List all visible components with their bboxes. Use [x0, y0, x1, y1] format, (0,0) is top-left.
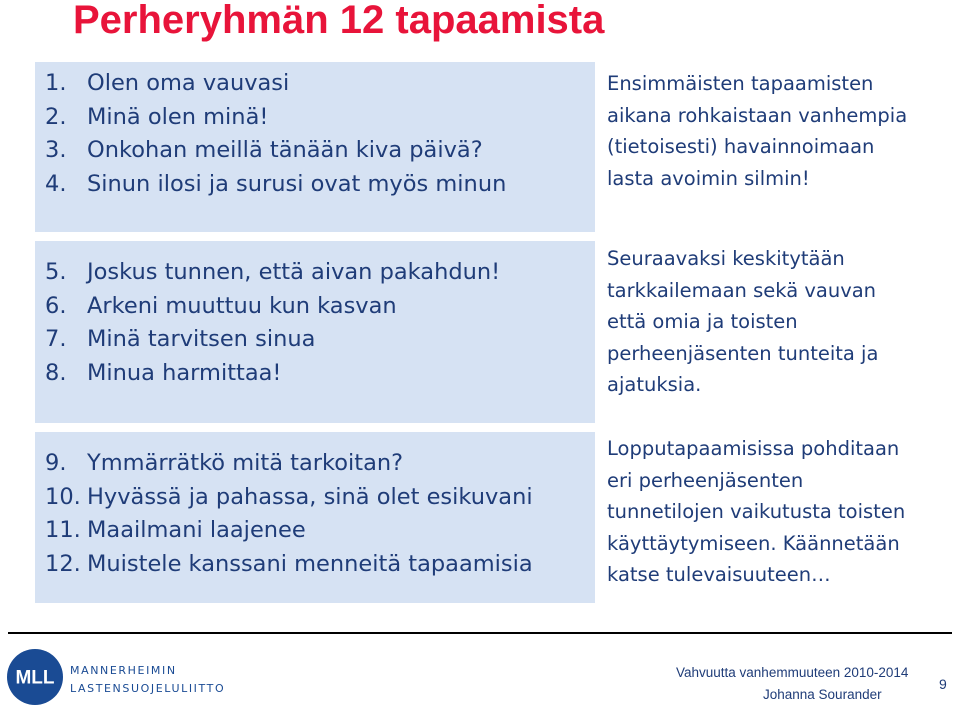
- item-text: Minua harmittaa!: [87, 359, 282, 386]
- list-item: [35, 67, 595, 101]
- list-item: [35, 256, 595, 290]
- item-text: Ymmärrätkö mitä tarkoitan?: [87, 450, 404, 476]
- item-text: Arkeni muuttuu kun kasvan: [87, 292, 397, 319]
- meetings-list-3: [35, 432, 595, 581]
- item-number: 7.: [45, 326, 67, 352]
- item-number: 4.: [45, 170, 67, 197]
- item-number: 5.: [45, 259, 67, 285]
- item-text: Joskus tunnen, että aivan pakahdun!: [87, 259, 501, 285]
- item-text: Minä tarvitsen sinua: [87, 326, 316, 352]
- meetings-box-2: [35, 241, 595, 423]
- meetings-list-1: [35, 62, 595, 201]
- item-number: 9.: [45, 450, 67, 476]
- item-text: Olen oma vauvasi: [87, 70, 290, 96]
- item-number: 12.: [45, 550, 81, 577]
- item-number: 8.: [45, 359, 67, 386]
- section-note-3: Lopputapaamisissa pohditaan eri perheenjäsenten tunnetilojen vaikutusta toisten käyttäytymiseen. Käännetään katse tulevaisuuteen…: [607, 437, 906, 586]
- item-number: 3.: [45, 137, 67, 163]
- item-text: Maailmani laajenee: [87, 517, 306, 543]
- meetings-box-1: [35, 62, 595, 232]
- item-number: 11.: [45, 517, 81, 543]
- list-item: [35, 447, 595, 481]
- list-item: [35, 134, 595, 168]
- item-text: Hyvässä ja pahassa, sinä olet esikuvani: [87, 483, 533, 510]
- item-text: Minä olen minä!: [87, 103, 269, 130]
- list-item: [35, 357, 595, 391]
- list-item: [35, 514, 595, 548]
- item-number: 10.: [45, 483, 81, 510]
- page-number: 9: [939, 676, 947, 692]
- section-note-1: Ensimmäisten tapaamisten aikana rohkaistaan vanhempia (tietoisesti) havainnoimaan lasta avoimin silmin!: [607, 72, 908, 190]
- section-note-2: Seuraavaksi keskitytään tarkkailemaan sekä vauvan että omia ja toisten perheenjäsenten tunteita ja ajatuksia.: [607, 247, 879, 396]
- list-item: [35, 290, 595, 324]
- meetings-list-2: [35, 241, 595, 390]
- item-text: Muistele kanssani menneitä tapaamisia: [87, 550, 533, 577]
- logo-mark-text: MLL: [15, 667, 55, 689]
- item-number: 2.: [45, 103, 67, 130]
- footer-project-title: Vahvuutta vanhemmuuteen 2010-2014: [676, 665, 909, 680]
- item-number: 1.: [45, 70, 67, 96]
- organization-name-line1: MANNERHEIMIN: [70, 664, 177, 677]
- meetings-box-3: [35, 432, 595, 603]
- list-item: [35, 168, 595, 202]
- list-item: [35, 323, 595, 357]
- footer-divider: [8, 632, 952, 634]
- organization-name-line2: LASTENSUOJELULIITTO: [70, 682, 226, 695]
- item-text: Sinun ilosi ja surusi ovat myös minun: [87, 170, 507, 197]
- footer-author: Johanna Sourander: [763, 687, 882, 702]
- page-title: Perheryhmän 12 tapaamista: [73, 0, 605, 42]
- mll-logo-icon: [6, 648, 64, 706]
- list-item: [35, 481, 595, 515]
- list-item: [35, 101, 595, 135]
- item-number: 6.: [45, 292, 67, 319]
- item-text: Onkohan meillä tänään kiva päivä?: [87, 137, 483, 163]
- list-item: [35, 548, 595, 582]
